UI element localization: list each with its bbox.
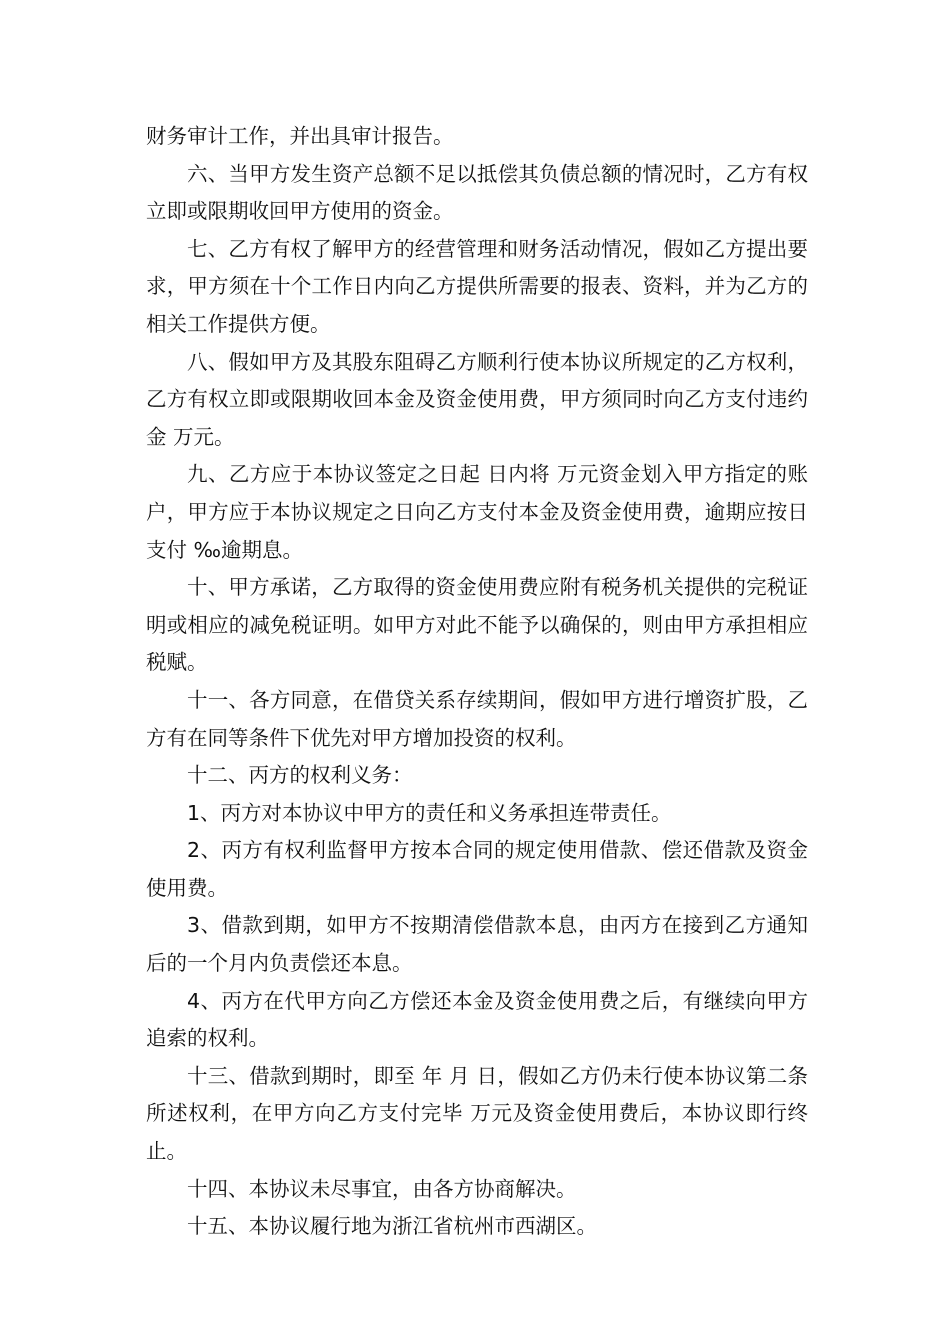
paragraph-clause-14: 十四、本协议未尽事宜，由各方协商解决。	[187, 1176, 577, 1201]
paragraph-clause-9: 九、乙方应于本协议签定之日起 日内将 万元资金划入甲方指定的账户，甲方应于本协议规定之日向乙方支付本金及资金使用费，逾期应按日支付 ‰逾期息。	[146, 462, 808, 562]
paragraph-clause-7: 七、乙方有权了解甲方的经营管理和财务活动情况，假如乙方提出要求，甲方须在十个工作日内向乙方提供所需要的报表、资料，并为乙方的相关工作提供方便。	[146, 236, 808, 336]
paragraph-clause-13: 十三、借款到期时，即至 年 月 日，假如乙方仍未行使本协议第二条所述权利，在甲方向乙方支付完毕 万元及资金使用费后，本协议即行终止。	[146, 1063, 808, 1164]
paragraph-clause-6: 六、当甲方发生资产总额不足以抵偿其负债总额的情况时，乙方有权立即或限期收回甲方使用的资金。	[146, 161, 808, 224]
paragraph-clause-8: 八、假如甲方及其股东阻碍乙方顺利行使本协议所规定的乙方权利，乙方有权立即或限期收回本金及资金使用费，甲方须同时向乙方支付违约金 万元。	[146, 349, 808, 449]
paragraph-clause-10: 十、甲方承诺，乙方取得的资金使用费应附有税务机关提供的完税证明或相应的减免税证明。如甲方对此不能予以确保的，则由甲方承担相应税赋。	[146, 575, 808, 675]
paragraph-continuation: 财务审计工作，并出具审计报告。	[146, 124, 454, 148]
paragraph-clause-15: 十五、本协议履行地为浙江省杭州市西湖区。	[187, 1214, 597, 1239]
paragraph-clause-12-item-1: 1、丙方对本协议中甲方的责任和义务承担连带责任。	[187, 800, 672, 825]
paragraph-clause-11: 十一、各方同意，在借贷关系存续期间，假如甲方进行增资扩股，乙方有在同等条件下优先对甲方增加投资的权利。	[146, 687, 808, 750]
paragraph-clause-12-item-4: 4、丙方在代甲方向乙方偿还本金及资金使用费之后，有继续向甲方追索的权利。	[146, 988, 808, 1051]
paragraph-clause-12-item-3: 3、借款到期，如甲方不按期清偿借款本息，由丙方在接到乙方通知后的一个月内负责偿还本息。	[146, 913, 808, 976]
paragraph-clause-12: 十二、丙方的权利义务：	[187, 763, 413, 788]
paragraph-clause-12-item-2: 2、丙方有权利监督甲方按本合同的规定使用借款、偿还借款及资金使用费。	[146, 838, 808, 900]
document-page	[146, 118, 808, 1246]
